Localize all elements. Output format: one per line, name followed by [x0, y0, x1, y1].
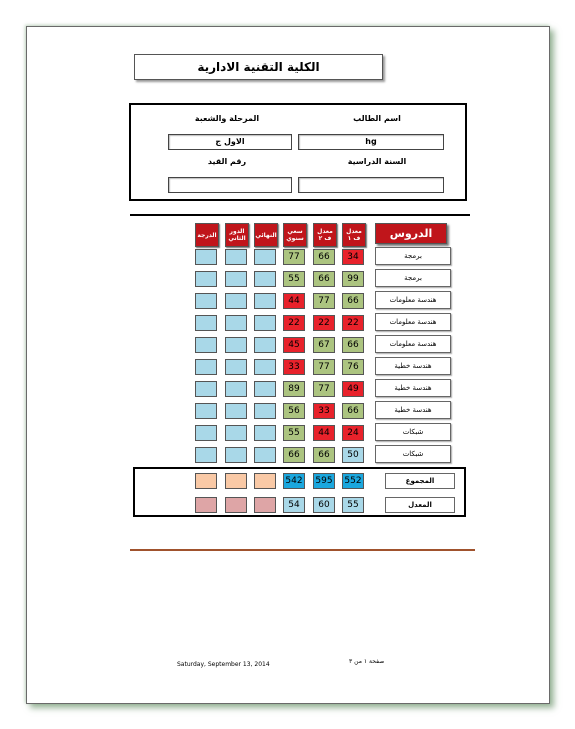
term1-score: 66	[342, 293, 364, 309]
term1-score: 76	[342, 359, 364, 375]
grade	[195, 359, 217, 375]
divider-line	[130, 214, 470, 216]
total-term1: 552	[342, 473, 364, 489]
term1-score: 66	[342, 337, 364, 353]
term2-score: 66	[313, 271, 335, 287]
grade	[195, 447, 217, 463]
grade	[195, 271, 217, 287]
subject-name: برمجة	[375, 247, 451, 265]
average-label: المعدل	[385, 497, 455, 513]
academic-year-label: السنة الدراسية	[347, 157, 407, 166]
total-second-round	[225, 473, 247, 489]
subjects-header: الدروس	[375, 223, 447, 244]
total-grade	[195, 473, 217, 489]
subject-name: شبكات	[375, 445, 451, 463]
term2-score: 33	[313, 403, 335, 419]
col-header-second-round: الدور الثاني	[225, 223, 249, 247]
term1-score: 66	[342, 403, 364, 419]
term2-score: 44	[313, 425, 335, 441]
subject-name: هندسة خطية	[375, 401, 451, 419]
annual-score: 22	[283, 315, 305, 331]
final-score	[254, 293, 276, 309]
annual-score: 45	[283, 337, 305, 353]
subject-name: برمجة	[375, 269, 451, 287]
footer-date: Saturday, September 13, 2014	[177, 661, 270, 668]
term2-score: 77	[313, 293, 335, 309]
final-score	[254, 425, 276, 441]
average-annual: 54	[283, 497, 305, 513]
term2-score: 67	[313, 337, 335, 353]
term2-score: 66	[313, 447, 335, 463]
grade	[195, 249, 217, 265]
average-term1: 55	[342, 497, 364, 513]
footer-divider	[130, 549, 475, 551]
annual-score: 56	[283, 403, 305, 419]
annual-score: 89	[283, 381, 305, 397]
subject-name: هندسة معلومات	[375, 335, 451, 353]
subject-name: شبكات	[375, 423, 451, 441]
subject-name: هندسة خطية	[375, 357, 451, 375]
second-round-score	[225, 249, 247, 265]
term1-score: 24	[342, 425, 364, 441]
final-score	[254, 271, 276, 287]
student-name-field[interactable]: hg	[298, 134, 444, 150]
annual-score: 55	[283, 425, 305, 441]
average-grade	[195, 497, 217, 513]
col-header-grade: الدرجة	[195, 223, 219, 247]
second-round-score	[225, 337, 247, 353]
final-score	[254, 337, 276, 353]
term2-score: 66	[313, 249, 335, 265]
grade	[195, 293, 217, 309]
grade	[195, 337, 217, 353]
term2-score: 77	[313, 359, 335, 375]
term1-score: 99	[342, 271, 364, 287]
subject-name: هندسة معلومات	[375, 291, 451, 309]
term2-score: 77	[313, 381, 335, 397]
second-round-score	[225, 315, 247, 331]
annual-score: 66	[283, 447, 305, 463]
final-score	[254, 315, 276, 331]
second-round-score	[225, 359, 247, 375]
final-score	[254, 249, 276, 265]
second-round-score	[225, 381, 247, 397]
stage-field[interactable]: الاول ج	[168, 134, 292, 150]
student-name-label: اسم الطالب	[353, 114, 401, 123]
col-header-term1: معدل ف ١	[342, 223, 366, 247]
second-round-score	[225, 271, 247, 287]
average-term2: 60	[313, 497, 335, 513]
registration-number-field[interactable]	[168, 177, 292, 193]
footer-page-number: صفحة ١ من ٣	[349, 658, 385, 665]
annual-score: 33	[283, 359, 305, 375]
second-round-score	[225, 293, 247, 309]
grade	[195, 381, 217, 397]
average-final	[254, 497, 276, 513]
col-header-annual: سعي سنوي	[283, 223, 307, 247]
grade	[195, 425, 217, 441]
term1-score: 22	[342, 315, 364, 331]
final-score	[254, 447, 276, 463]
average-second-round	[225, 497, 247, 513]
total-term2: 595	[313, 473, 335, 489]
second-round-score	[225, 425, 247, 441]
subject-name: هندسة خطية	[375, 379, 451, 397]
stage-label: المرحلة والشعبة	[194, 114, 260, 123]
annual-score: 44	[283, 293, 305, 309]
second-round-score	[225, 447, 247, 463]
col-header-final: النهائي	[254, 223, 278, 247]
second-round-score	[225, 403, 247, 419]
term1-score: 50	[342, 447, 364, 463]
academic-year-field[interactable]	[298, 177, 444, 193]
page-title: الكلية التقنية الادارية	[134, 54, 383, 80]
grade	[195, 315, 217, 331]
report-page	[26, 26, 550, 704]
total-annual: 542	[283, 473, 305, 489]
final-score	[254, 403, 276, 419]
term1-score: 49	[342, 381, 364, 397]
term2-score: 22	[313, 315, 335, 331]
grade	[195, 403, 217, 419]
term1-score: 34	[342, 249, 364, 265]
subject-name: هندسة معلومات	[375, 313, 451, 331]
annual-score: 77	[283, 249, 305, 265]
final-score	[254, 359, 276, 375]
final-score	[254, 381, 276, 397]
registration-number-label: رقم القيد	[207, 157, 247, 166]
col-header-term2: معدل ف ٢	[313, 223, 337, 247]
annual-score: 55	[283, 271, 305, 287]
total-final	[254, 473, 276, 489]
total-label: المجموع	[385, 473, 455, 489]
